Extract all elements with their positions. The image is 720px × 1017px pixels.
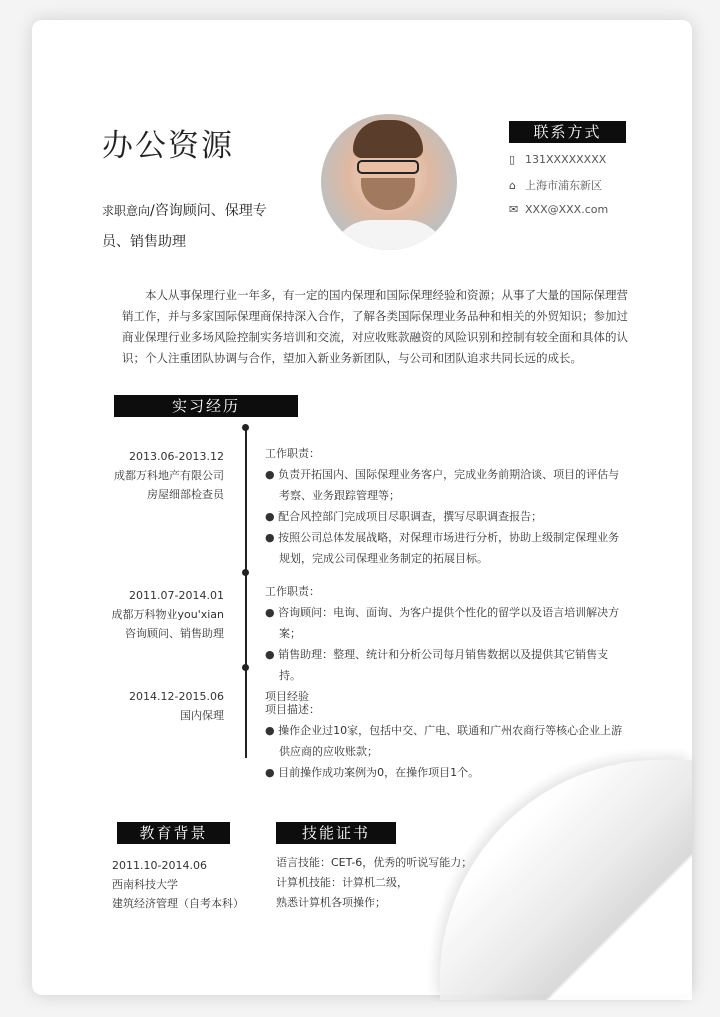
entry-heading: 项目描述：: [265, 703, 320, 716]
education-major: 建筑经济管理（自考本科）: [112, 897, 244, 910]
entry-company: 国内保理: [180, 709, 224, 722]
entry-heading: 工作职责：: [265, 585, 320, 598]
list-item: ● 操作企业过10家，包括中交、广电、联通和广州农商行等核心企业上游供应商的应收账款；: [265, 724, 623, 758]
job-intention: [102, 196, 274, 258]
phone-icon: ▯: [509, 153, 516, 166]
profile-photo: [321, 114, 457, 250]
internship-entry-3-meta: [32, 687, 224, 725]
list-item: ● 目前操作成功案例为0，在操作项目1个。: [265, 766, 480, 779]
skill-line: 熟悉计算机各项操作；: [276, 896, 386, 909]
candidate-name: 办公资源: [102, 128, 234, 164]
skill-line: 计算机技能：计算机二级，: [276, 876, 408, 889]
entry-company: 成都万科地产有限公司: [114, 469, 224, 482]
phone-value: 131XXXXXXXX: [525, 153, 607, 166]
entry-date: 2013.06-2013.12: [129, 450, 224, 463]
internship-section-title: 实习经历: [114, 395, 298, 417]
mail-icon: ✉: [509, 203, 519, 216]
job-intention-value: /咨询顾问、保理专员、销售助理: [102, 203, 267, 250]
list-item: ● 负责开拓国内、国际保理业务客户，完成业务前期洽谈、项目的评估与考察、业务跟踪管理等；: [265, 468, 620, 502]
timeline-dot: [242, 424, 249, 431]
entry-company: 成都万科物业you'xian: [111, 608, 224, 621]
home-icon: ⌂: [509, 179, 516, 192]
email-value: XXX@XXX.com: [525, 203, 609, 216]
list-item: ● 咨询顾问：电询、面询、为客户提供个性化的留学以及语言培训解决方案；: [265, 606, 620, 640]
education-section-title: 教育背景: [117, 822, 230, 844]
timeline-dot: [242, 664, 249, 671]
education-school: 西南科技大学: [112, 878, 178, 891]
contact-address: [509, 177, 602, 193]
contact-email: [509, 203, 608, 216]
skills-section-title: 技能证书: [276, 822, 396, 844]
entry-date: 2011.07-2014.01: [129, 589, 224, 602]
list-item: ● 按照公司总体发展战略，对保理市场进行分析，协助上级制定保理业务规划，完成公司保理业务制定的拓展目标。: [265, 531, 620, 565]
entry-heading: 工作职责：: [265, 447, 320, 460]
internship-entry-1-meta: [32, 447, 224, 504]
entry-role: 咨询顾问、销售助理: [125, 627, 224, 640]
skill-line: 语言技能：CET-6，优秀的听说写能力；: [276, 856, 473, 869]
internship-entry-1-details: [265, 443, 625, 569]
list-item: ● 配合风控部门完成项目尽职调查，撰写尽职调查报告；: [265, 510, 543, 523]
address-value: 上海市浦东新区: [525, 179, 602, 192]
timeline-line: [245, 425, 247, 758]
timeline-dot: [242, 569, 249, 576]
project-experience-label: 项目经验: [265, 690, 309, 703]
internship-entry-2-meta: [32, 586, 224, 643]
skills-details: [276, 853, 472, 913]
education-date: 2011.10-2014.06: [112, 859, 207, 872]
self-summary: 本人从事保理行业一年多，有一定的国内保理和国际保理经验和资源；从事了大量的国际保理营销工作，并与多家国际保理商保持深入合作，了解各类国际保理业务品种和相关的外贸知识；参加过商业保理行业多场风险控制实务培训和交流，对应收账款融资的风险识别和控制有较全面和具体的认识；个人注重团队协调与合作，望加入新业务新团队，与公司和团队追求共同长远的成长。: [122, 288, 628, 365]
contact-section-title: 联系方式: [509, 121, 626, 143]
entry-role: 房屋细部检查员: [147, 488, 224, 501]
contact-phone: [509, 153, 606, 166]
list-item: ● 销售助理：整理、统计和分析公司每月销售数据以及提供其它销售支持。: [265, 648, 609, 682]
internship-entry-2-details: [265, 581, 625, 707]
entry-date: 2014.12-2015.06: [129, 690, 224, 703]
job-intention-label: 求职意向: [102, 204, 151, 218]
internship-entry-3-details: [265, 699, 625, 783]
education-details: [112, 856, 244, 913]
